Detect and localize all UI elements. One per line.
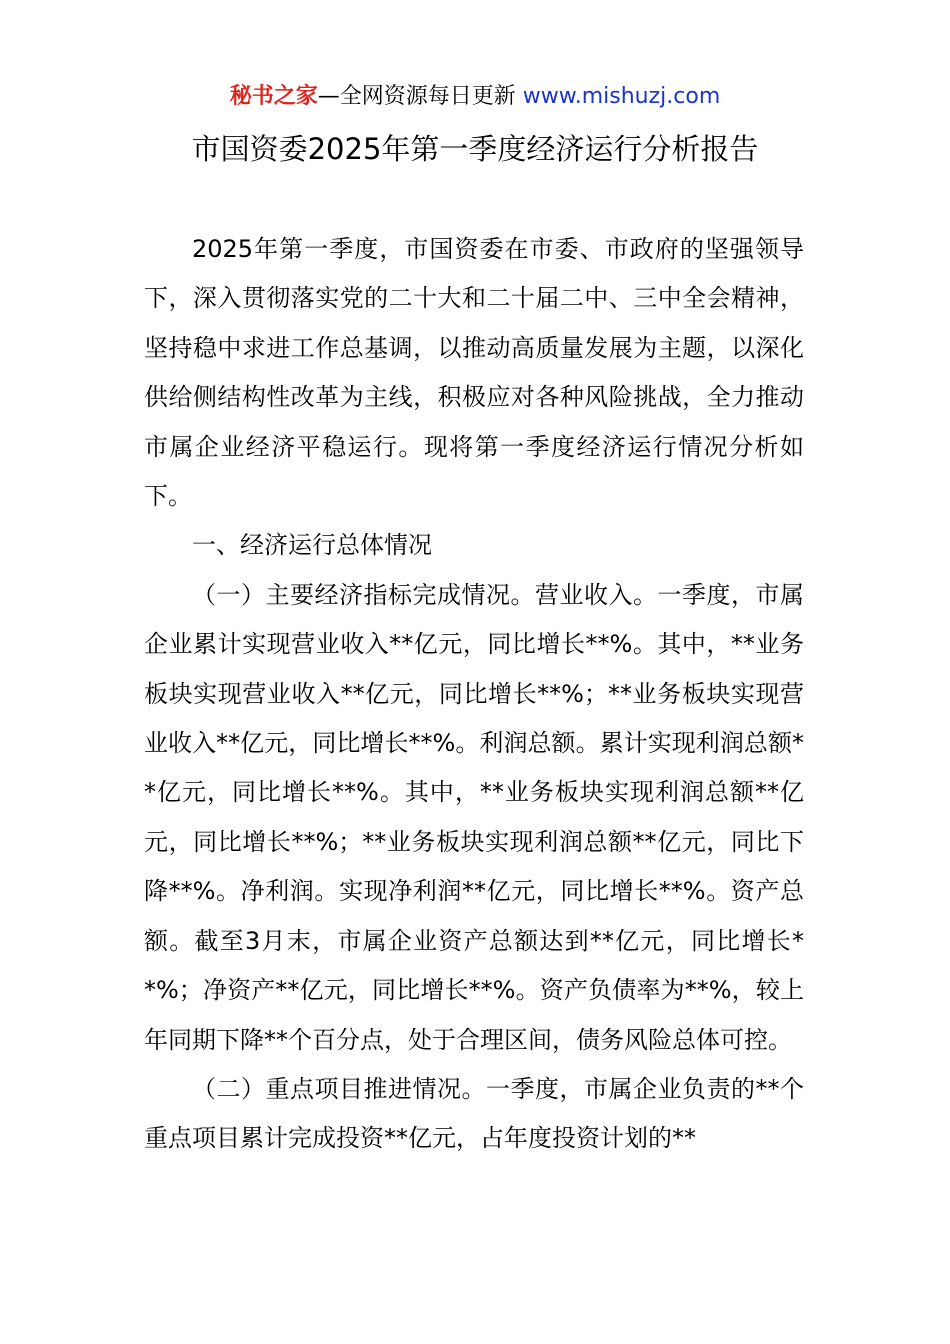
document-title: 市国资委2025年第一季度经济运行分析报告 (191, 132, 759, 166)
document-body (144, 225, 804, 1164)
site-header (0, 80, 950, 114)
section-heading: 一、经济运行总体情况 (192, 531, 432, 560)
intro-paragraph: 2025年第一季度，市国资委在市委、市政府的坚强领导下，深入贯彻落实党的二十大和二十届二中、三中全会精神，坚持稳中求进工作总基调，以推动高质量发展为主题，以深化供给侧结构性改革为主线，积极应对各种风险挑战，全力推动市属企业经济平稳运行。现将第一季度经济运行情况分析如下。 (144, 235, 804, 511)
site-url-link[interactable]: www.mishuzj.com (522, 84, 721, 109)
brand-name: 秘书之家 (229, 84, 318, 109)
indicators-paragraph: （一）主要经济指标完成情况。营业收入。一季度，市属企业累计实现营业收入**亿元，同比增长**%。其中，**业务板块实现营业收入**亿元，同比增长**%；**业务板块实现营业收入**亿元，同比增长**%。利润总额。累计实现利润总额**亿元，同比增长**%。其中，**业务板块实现利润总额**亿元，同比增长**%；**业务板块实现利润总额**亿元，同比下降**%。净利润。实现净利润**亿元，同比增长**%。资产总额。截至3月末，市属企业资产总额达到**亿元，同比增长**%；净资产**亿元，同比增长**%。资产负债率为**%，较上年同期下降**个百分点，处于合理区间，债务风险总体可控。 (144, 580, 804, 1054)
header-tagline: —全网资源每日更新 (317, 84, 516, 109)
projects-paragraph: （二）重点项目推进情况。一季度，市属企业负责的**个重点项目累计完成投资**亿元，占年度投资计划的** (144, 1074, 804, 1153)
